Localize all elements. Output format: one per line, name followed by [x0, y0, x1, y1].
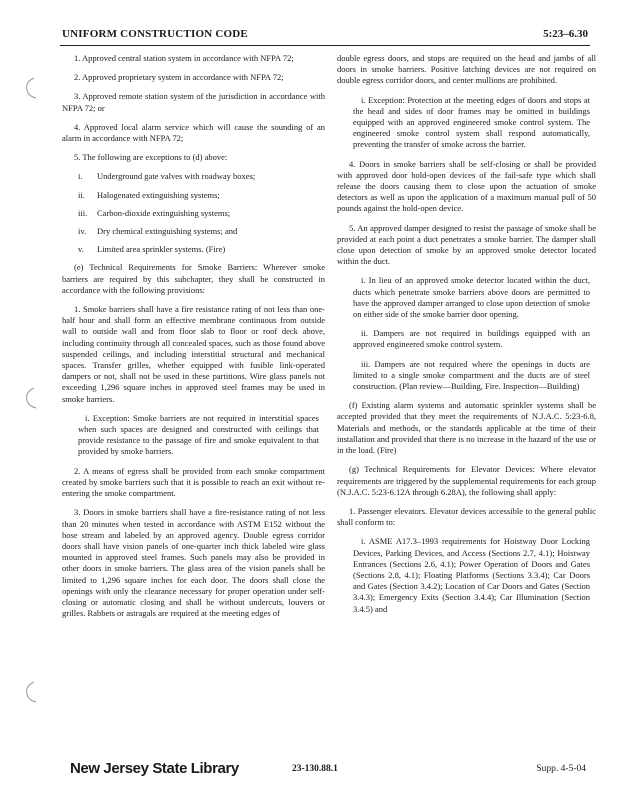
- exception-list-item: [78, 226, 325, 237]
- paragraph: 3. Approved remote station system of the jurisdiction in accordance with NFPA 72; or: [62, 91, 325, 113]
- library-stamp: New Jersey State Library: [70, 760, 239, 777]
- binder-hole-mark: [22, 386, 42, 412]
- exception-list-item: [78, 171, 325, 182]
- list-item-number: ii.: [78, 189, 85, 200]
- paragraph: (e) Technical Requirements for Smoke Barriers: Wherever smoke barriers are required by this subchapter, they shall be constructed in accordance with the following provisions:: [62, 262, 325, 295]
- paragraph: (f) Existing alarm systems and automatic sprinkler systems shall be accepted provided that they meet the requirements of N.J.A.C. 5:23-6.8, Materials and methods, or the standards applicable at the time of their installation and provided that there is no increase in the hazard of the use or in the load. (Fire): [337, 400, 596, 456]
- list-item-text: Halogenated extinguishing systems;: [97, 189, 220, 200]
- list-item-number: iv.: [78, 226, 87, 237]
- subparagraph: i. ASME A17.3–1993 requirements for Hoistway Door Locking Devices, Parking Devices, and Access (Sections 2.7, 4.1); Hoistway Entrances (Sections 2.6, 4.1); Power Operation of Doors and Gates (Sections 2.8, 4.1); Floating Platforms (Sections 3.3.4); Car Doors and Gates (Section 3.4.2); Location of Car Doors and Gates (Section 3.4.3); Emergency Exits (Section 3.4.4); Car Illumination (Section 3.4.5) and: [353, 536, 590, 614]
- list-item-text: Dry chemical extinguishing systems; and: [97, 226, 238, 237]
- running-header-title: UNIFORM CONSTRUCTION CODE: [62, 28, 248, 40]
- paragraph: 3. Doors in smoke barriers shall have a fire-resistance rating of not less than 20 minutes when tested in accordance with ASTM E152 without the hose stream and labeled by an approved agency. Double egress corridor doors shall have vision panels of one-quarter inch thick labeled wire glass mounted in approved steel frames. Such panels may also be provided in other doors in smoke barriers. The glass area of the vision panels shall be limited to 1,296 square inches for each door. The doors shall close the openings with only the clearance necessary for proper operation under self-closing or automatic closing and shall be without undercuts, louvers or grilles. Rabbets or astragals are required at the meeting edges of: [62, 507, 325, 619]
- exception-list-item: [78, 244, 325, 255]
- binder-hole-mark: [22, 680, 42, 706]
- paragraph: 1. Approved central station system in accordance with NFPA 72;: [74, 53, 294, 63]
- paragraph: 1. Smoke barriers shall have a fire resistance rating of not less than one-half hour and shall form an effective membrane continuous from outside wall to outside wall and from floor slab to floor or roof deck above, including continuity through all concealed spaces, such as those found above suspended ceilings, and including interstitial structural and mechanical spaces. Transfer grilles, whether equipped with fusible link-operated dampers or not, shall not be used in these partitions. Wire glass panels not exceeding 1,296 square inches in approved steel frames may be used in smoke barriers.: [62, 304, 325, 404]
- subparagraph: ii. Dampers are not required in buildings equipped with an approved engineered smoke control system.: [353, 328, 590, 350]
- subparagraph: i. In lieu of an approved smoke detector located within the duct, ducts which penetrate smoke barriers above doors are permitted to have the approved damper arranged to close upon detection of smoke on either side of the smoke barrier door opening.: [353, 275, 590, 320]
- paragraph: 4. Doors in smoke barriers shall be self-closing or shall be provided with approved door hold-open devices of the fail-safe type which shall release the doors causing them to close upon the actuation of smoke detectors as well as upon the application of a maximum manual pull of 50 pounds against the hold-open device.: [337, 158, 596, 214]
- exception-list-item: [78, 208, 325, 219]
- list-item-text: Limited area sprinkler systems. (Fire): [97, 244, 226, 255]
- paragraph: 2. A means of egress shall be provided from each smoke compartment created by smoke barriers such that it is possible to reach an exit without re-entering the smoke compartment.: [62, 465, 325, 499]
- paragraph: 2. Approved proprietary system in accordance with NFPA 72;: [74, 72, 284, 83]
- supplement-date: Supp. 4-5-04: [536, 764, 586, 774]
- list-item-number: v.: [78, 244, 84, 255]
- paragraph: 4. Approved local alarm service which will cause the sounding of an alarm in accordance with NFPA 72;: [62, 121, 325, 144]
- left-column: [62, 53, 325, 627]
- list-item-text: Underground gate valves with roadway boxes;: [97, 171, 256, 182]
- subparagraph: i. Exception: Protection at the meeting edges of doors and stops at the head and sides of door frames may be omitted in buildings equipped with an approved engineered smoke control system. The engineered smoke control system shall respond automatically, preventing the transfer of smoke across the barrier.: [353, 94, 590, 150]
- paragraph: 5. The following are exceptions to (d) above:: [74, 152, 228, 163]
- binder-hole-mark: [22, 76, 42, 102]
- exception-paragraph: i. Exception: Smoke barriers are not required in interstitial spaces when such spaces are designed and constructed with ceilings that provide resistance to the passage of fire and smoke equivalent to that provided by smoke barriers.: [78, 412, 319, 457]
- subparagraph: iii. Dampers are not required where the openings in ducts are limited to a single smoke compartment and the ducts are of steel construction. (Plan review—Building, Fire. Inspection—Building): [353, 358, 590, 392]
- continued-paragraph: double egress doors, and stops are required on the head and jambs of all doors in smoke barriers. Positive latching devices are not required on double egress corridor doors, and center mullions are prohibited.: [337, 53, 596, 86]
- paragraph: 1. Passenger elevators. Elevator devices accessible to the general public shall conform to:: [337, 505, 596, 528]
- paragraph: (g) Technical Requirements for Elevator Devices: Where elevator requirements are triggered by the supplemental requirements for each group (N.J.A.C. 5:23-6.12A through 6.28A), the following shall apply:: [337, 464, 596, 497]
- exception-list-item: [78, 190, 325, 201]
- header-rule: [60, 45, 590, 46]
- running-header-section: 5:23–6.30: [543, 28, 588, 40]
- list-item-number: iii.: [78, 207, 88, 218]
- list-item-number: i.: [78, 171, 83, 182]
- paragraph: 5. An approved damper designed to resist the passage of smoke shall be provided at each point a duct penetrates a smoke barrier. The damper shall close upon detection of smoke by an approved smoke detector located within the duct.: [337, 222, 596, 267]
- list-item-text: Carbon-dioxide extinguishing systems;: [97, 207, 231, 218]
- page-number: 23-130.88.1: [292, 764, 338, 774]
- right-column: [337, 53, 596, 623]
